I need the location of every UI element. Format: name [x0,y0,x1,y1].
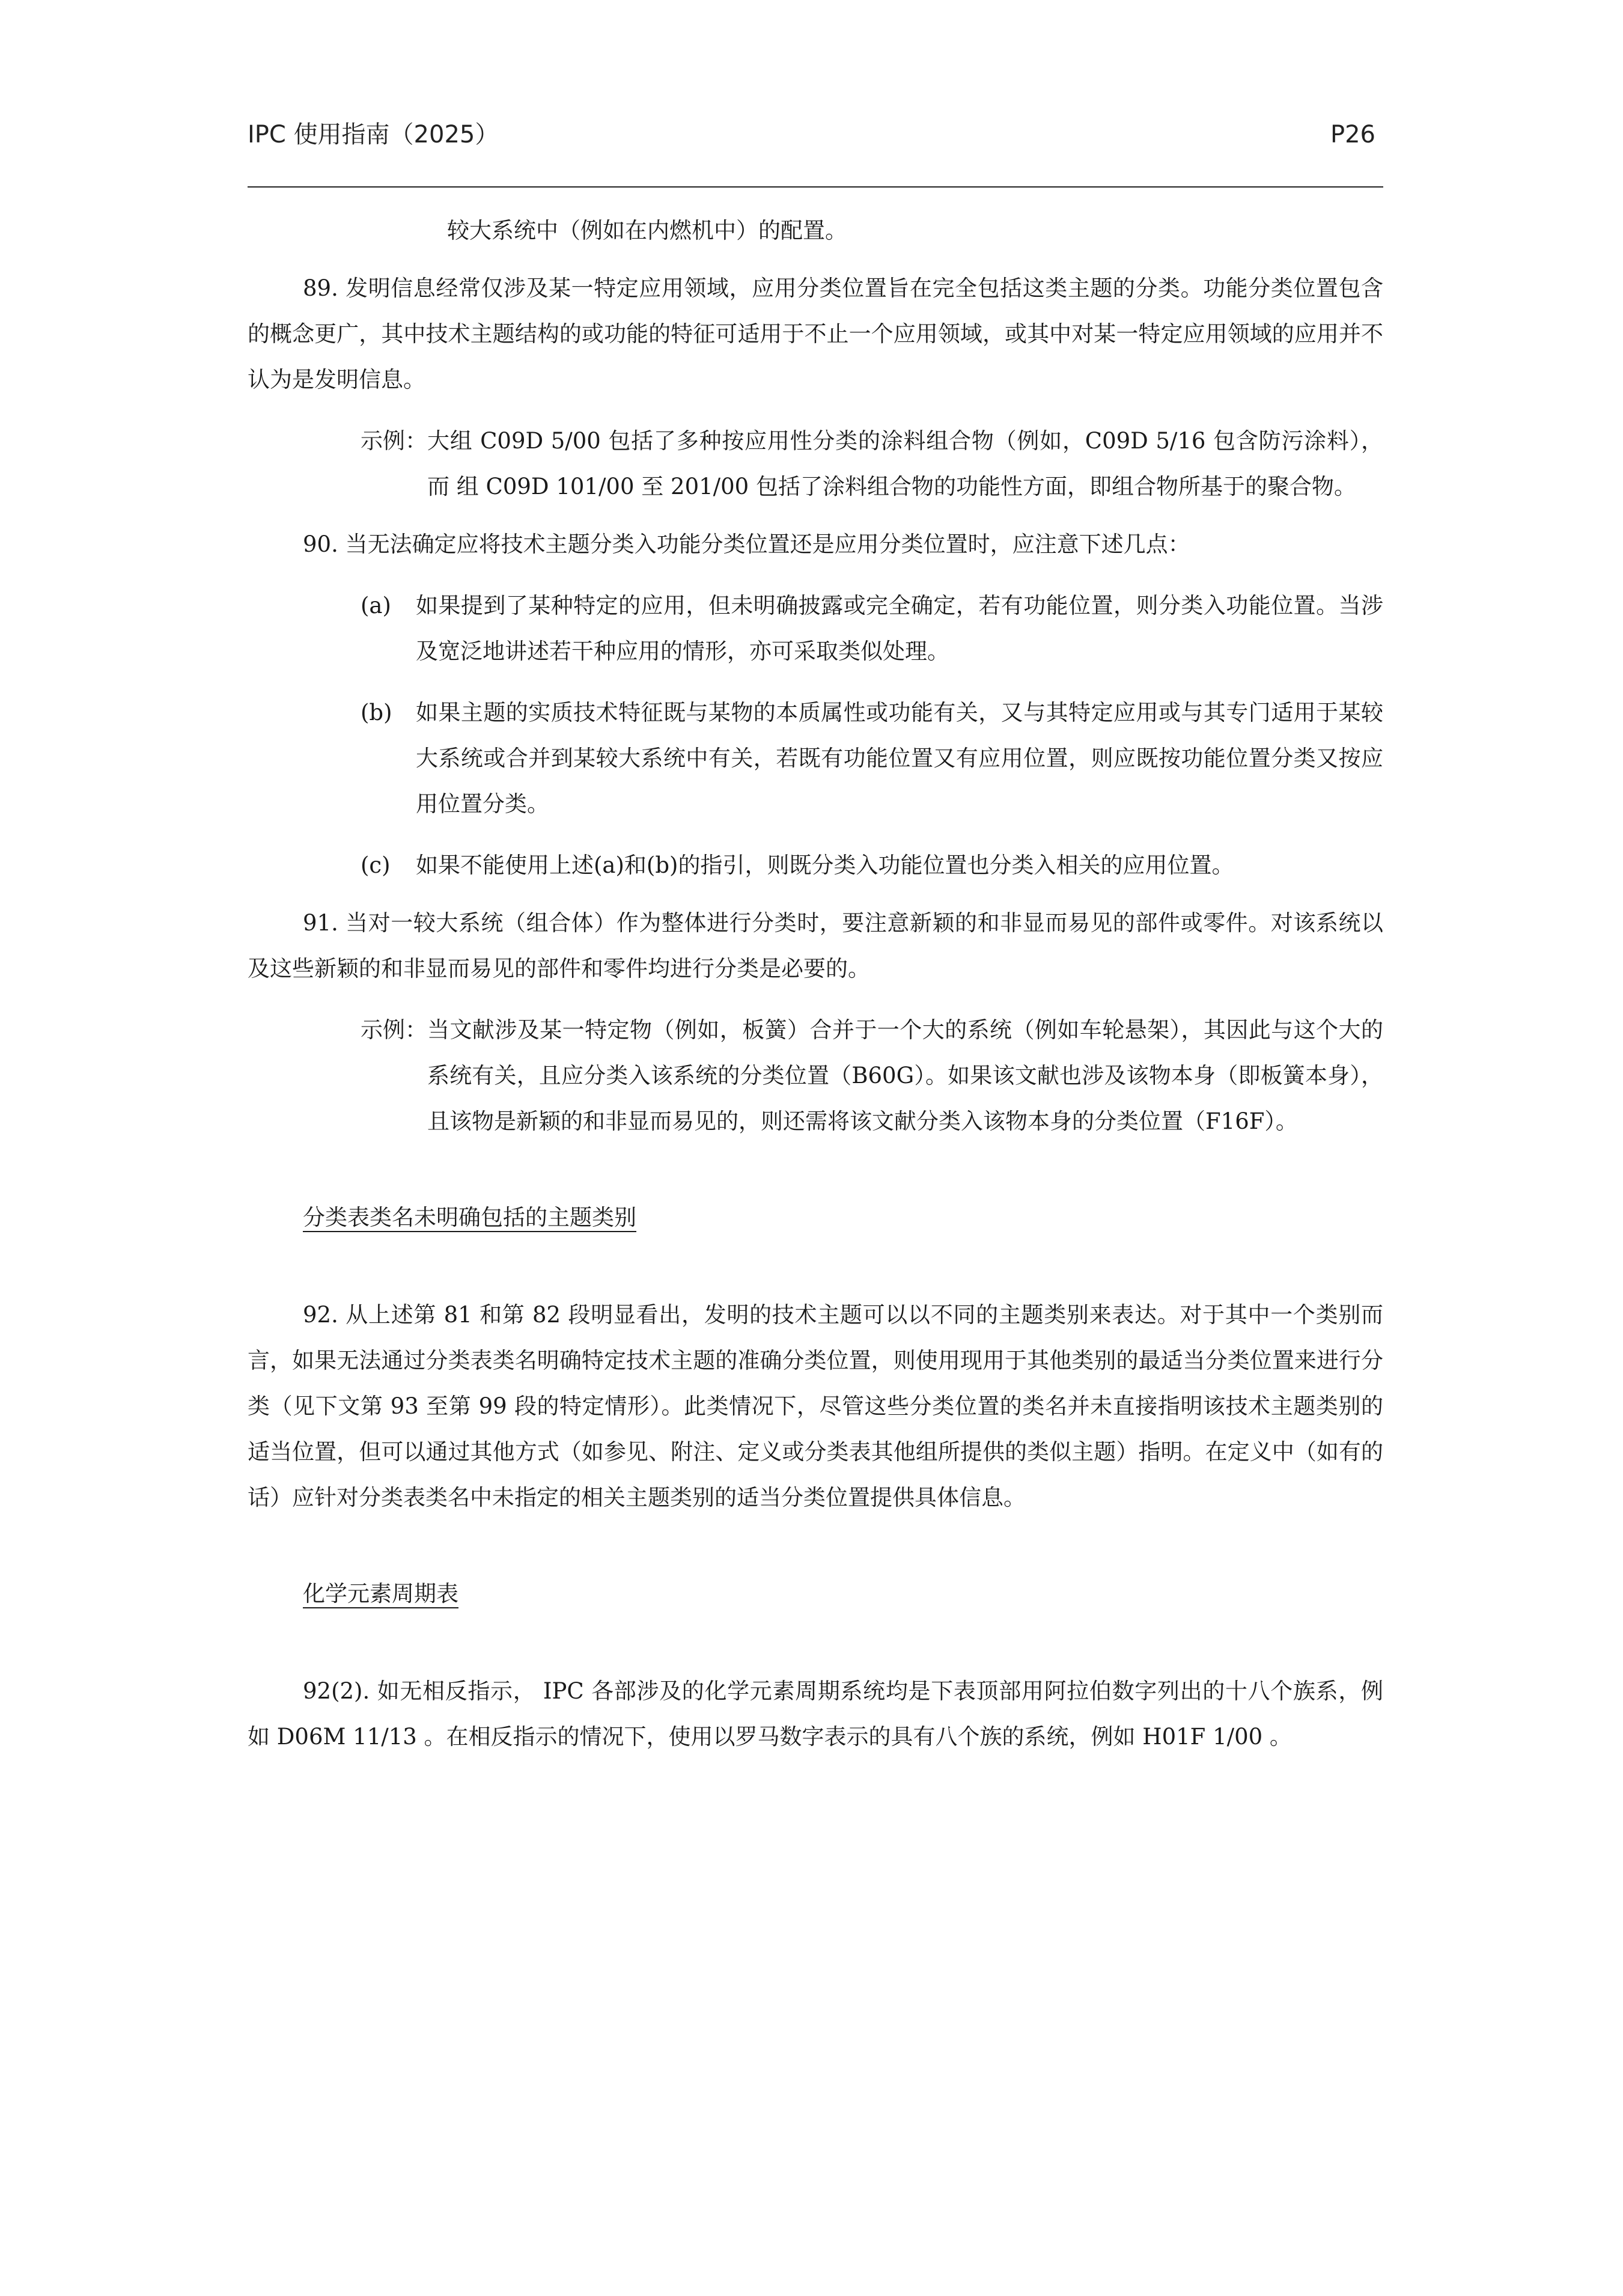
header-title: IPC 使用指南（2025） [248,121,499,148]
paragraph-92: 92. 从上述第 81 和第 82 段明显看出，发明的技术主题可以以不同的主题类别来表达。对于其中一个类别而言，如果无法通过分类表类名明确特定技术主题的准确分类位置，则使用现用于其他类别的最适当分类位置来进行分类（见下文第 93 至第 99 段的特定情形）。此类情况下，尽管这些分类位置的类名并未直接指明该技术主题类别的适当位置，但可以通过其他方式（如参见、附注、定义或分类表其他组所提供的类似主题）指明。在定义中（如有的话）应针对分类表类名中未指定的相关主题类别的适当分类位置提供具体信息。 [248,1302,1383,1510]
example-text: 大组 C09D 5/00 包括了多种按应用性分类的涂料组合物（例如，C09D 5/16 包含防污涂料），而 组 C09D 101/00 至 201/00 包括了涂料组合物的功能性方面，即组合物所基于的聚合物。 [427,428,1383,499]
example-text: 当文献涉及某一特定物（例如，板簧）合并于一个大的系统（例如车轮悬架），其因此与这个大的系统有关，且应分类入该系统的分类位置（B60G）。如果该文献也涉及该物本身（即板簧本身），且该物是新颖的和非显而易见的，则还需将该文献分类入该物本身的分类位置（F16F）。 [427,1017,1383,1134]
paragraph-90: 90. 当无法确定应将技术主题分类入功能分类位置还是应用分类位置时，应注意下述几点： [303,531,1190,557]
carryover-line: 较大系统中（例如在内燃机中）的配置。 [447,218,847,243]
list-item-a [248,583,1383,674]
list-item-c [248,843,1383,888]
paragraph-89: 89. 发明信息经常仅涉及某一特定应用领域，应用分类位置旨在完全包括这类主题的分类。功能分类位置包含的概念更广，其中技术主题结构的或功能的特征可适用于不止一个应用领域，或其中对某一特定应用领域的应用并不认为是发明信息。 [248,275,1383,392]
section-heading-periodic-table: 化学元素周期表 [303,1581,458,1607]
paragraph-91: 91. 当对一较大系统（组合体）作为整体进行分类时，要注意新颖的和非显而易见的部件或零件。对该系统以及这些新颖的和非显而易见的部件和零件均进行分类是必要的。 [248,910,1383,982]
list-item-text: 如果主题的实质技术特征既与某物的本质属性或功能有关，又与其特定应用或与其专门适用于某较大系统或合并到某较大系统中有关，若既有功能位置又有应用位置，则应既按功能位置分类又按应用位置分类。 [416,700,1383,817]
header-divider [248,186,1383,188]
example-91 [248,1007,1383,1144]
list-item-b [248,690,1383,827]
section-heading-subject-categories: 分类表类名未明确包括的主题类别 [303,1204,636,1230]
example-89 [248,418,1383,510]
list-item-text: 如果不能使用上述(a)和(b)的指引，则既分类入功能位置也分类入相关的应用位置。 [416,852,1234,878]
example-label: 示例： [361,428,427,454]
list-item-label: (b) [361,700,392,725]
list-item-label: (a) [361,593,391,618]
example-label: 示例： [361,1017,427,1043]
paragraph-92-2: 92(2). 如无相反指示， IPC 各部涉及的化学元素周期系统均是下表顶部用阿拉伯数字列出的十八个族系，例如 D06M 11/13 。在相反指示的情况下，使用以罗马数字表示的具有八个族的系统，例如 H01F 1/00 。 [248,1678,1383,1750]
list-item-text: 如果提到了某种特定的应用，但未明确披露或完全确定，若有功能位置，则分类入功能位置。当涉及宽泛地讲述若干种应用的情形，亦可采取类似处理。 [416,593,1383,664]
page-number: P26 [1330,121,1375,148]
list-item-label: (c) [361,852,391,878]
document-body [248,208,1383,1760]
